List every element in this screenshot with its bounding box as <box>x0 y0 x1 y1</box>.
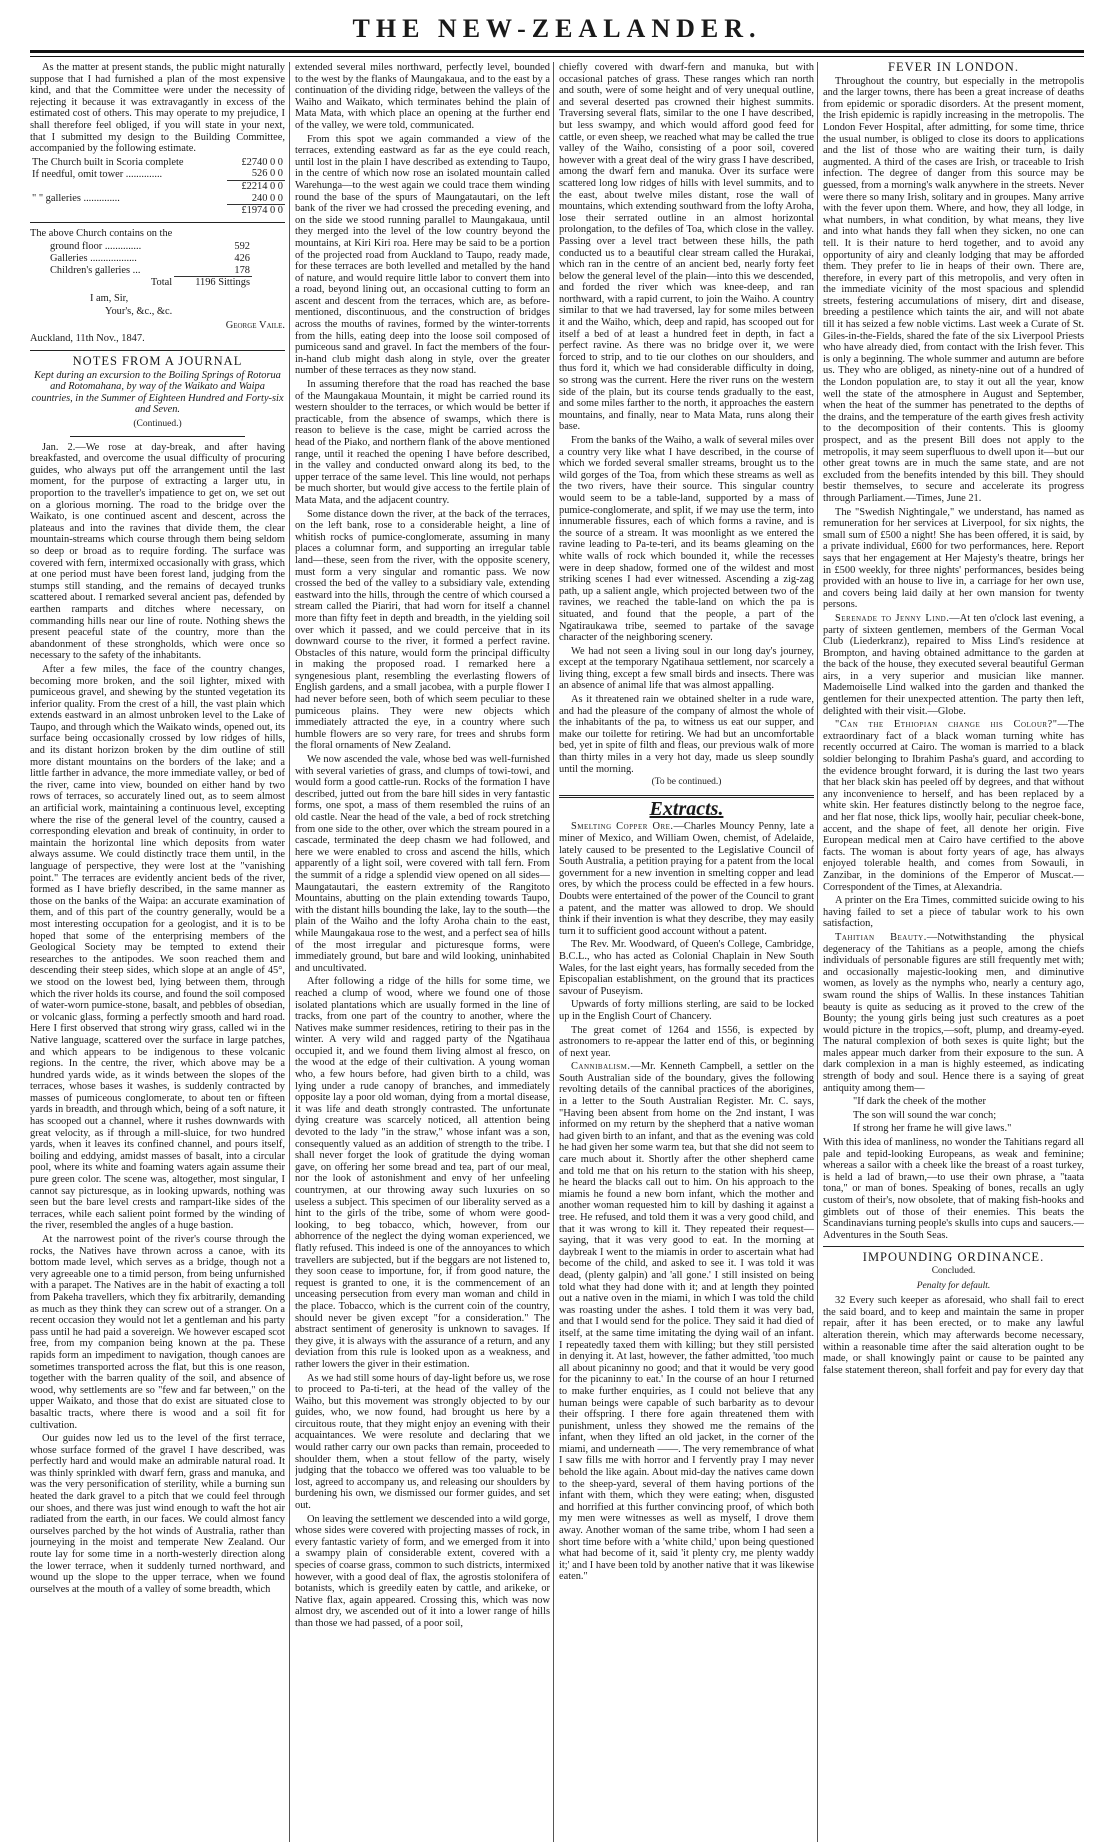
extract-title: Smelting Copper Ore. <box>571 821 674 833</box>
journal-paragraph: extended several miles northward, perfectly level, bounded to the west by the flanks of Maungakaua, and to the east by a continuation of the dividing ridge, between the valleys of the Waiho and Waikato, which terminates behind the plain of Mata Mata, with which place an opening at the further end of the valley, we were told, communicated. <box>295 62 550 131</box>
column-4 <box>823 62 1084 1842</box>
masthead-rule-thin <box>30 56 1084 57</box>
divider <box>823 1246 1084 1247</box>
tahitian-text: —Notwithstanding the physical degeneracy of the Tahitians as a people, among the chiefs individuals of personable figures are still frequently met with; and occasionally majestic-looking men, and diminutive women, as lovely as the nymphs who, nearly a century ago, swam round the ships of Wallis. In these instances Tahitian beauty is quite as seducing as it proved to the crew of the Bounty; the young girls being just such creatures as a poet would picture in the tropics,—soft, plump, and dreamy-eyed. The natural complexion of both sexes is quite light; but the males appear much darker from their exposure to the sun. A dark complexion in a man is highly esteemed, as indicating strength of body and soul. Hence there is a saying of great antiquity among them— <box>823 931 1084 1094</box>
estimate-amount: £2214 0 0 <box>227 180 285 192</box>
fever-heading: FEVER IN LONDON. <box>888 62 1019 74</box>
journal-paragraph: At the narrowest point of the river's course through the rocks, the Natives have thrown across a canoe, with its bottom made level, which serves as a bridge, though not a very agreeable one to a timid person, from being unfurnished with a parapet. The Natives are in the habit of exacting a toll from Pakeha travellers, which they fix arbitrarily, demanding as much as they think they can screw out of a stranger. On a recent occasion they would not let a gentleman and his party pass until he had paid a sovereign. We however escaped scot free, from my companion being known at the pa. These rapids form an impediment to navigation, though canoes are sometimes transported across the flat, but this is one reason, together with the barren quality of the soil, and absence of wood, why settlements are so "few and far between," on the upper Waikato, and those that do exist are situated close to basaltic tracts, where there is wood and a soil fit for cultivation. <box>30 1234 285 1431</box>
serenade-text: —At ten o'clock last evening, a party of sixteen gentlemen, members of the German Vocal Club (Liederkranz), repaired to Miss Lind's residence at Brompton, and having obtained admittance to the garden at the back of the house, they executed several beautiful German airs, in a very superior and musician like manner. Mademoiselle Lind walked into the garden and thanked the gentlemen for their unexpected attention. The party then left, delighted with their visit.—Globe. <box>823 612 1084 717</box>
estimate-label: If needful, omit tower .............. <box>32 168 163 180</box>
extracts-heading: Extracts. <box>649 797 724 820</box>
column-divider <box>553 62 554 1842</box>
to-be-continued-note: (To be continued.) <box>651 777 722 788</box>
extract-item <box>559 1061 814 1583</box>
column-3 <box>559 62 814 1842</box>
newspaper-title: THE NEW-ZEALANDER. <box>352 14 762 43</box>
journal-paragraph: Some distance down the river, at the back of the terraces, on the left bank, rose to a considerable height, a line of whitish rocks of pumice-conglomerate, assuming in many places a columnar form, and supporting an irregular table land—these, seen from the river, with the opposite scenery, must form a very singular and romantic pass. We now crossed the bed of the valley to a subsidiary vale, extending eastward into the hills, through the centre of which coursed a stream called the Piariri, that had worn for itself a channel more than fifty feet in depth and breadth, in the yielding soil over which it passed, and we could perceive that in its downward course to the river, it formed a perfect ravine. Obstacles of this nature, would form the principal difficulty in making the proposed road. I remarked here a syngenesious plant, resembling the everlasting flowers of English gardens, and a small jacobea, with a purple flower I had never before seen, both of which seem peculiar to these pumiceous plains. They were new objects which immediately attracted the eye, in a country where such humble flowers are so very rare, for trees and shrubs form the floral ornaments of New Zealand. <box>295 508 550 752</box>
verse-line: The son will sound the war conch; <box>853 1109 997 1121</box>
extract-text: —Charles Mouncy Penny, late a miner of Mexico, and William Owen, chemist, of Adelaide, lately caused to be presented to the Legislative Council of South Australia, a petition praying for a patent from the local government for a new invention in smelting copper and lead ores, by which the process could be effected in a few hours. Doubts were entertained of the power of the Council to grant a patent, and the matter was allowed to drop. We should think if their invention is what they describe, they may easily turn it to sufficient good account without a patent. <box>559 821 814 937</box>
journal-paragraph: As it threatened rain we obtained shelter in a rude ware, and had the pleasure of the company of almost the whole of the inhabitants of the pa, to witness us eat our supper, and make our toilette for retiring. We had but an uncomfortable bed, yet in spite of filth and fleas, our previous walk of more than thirty miles in a very hot day, made us sleep soundly until the morning. <box>559 694 814 775</box>
sittings-amount: 592 <box>234 241 250 253</box>
continued-note: (Continued.) <box>133 419 182 430</box>
letter-closing: I am, Sir, <box>90 292 129 304</box>
extract-text: The great comet of 1264 and 1556, is expected by astronomers to re-appear the latter end of this, or beginning of next year. <box>559 1024 814 1059</box>
journal-subheading: Kept during an excursion to the Boiling Springs of Rotorua and Rotomahana, by way of the Waikato and Waipa countries, in the Summer of Eighteen Hundred and Forty-six and Seven. <box>31 369 284 416</box>
sittings-label: Galleries .................. <box>50 252 137 264</box>
ethiopian-title: "Can the Ethiopian change his Colour?" <box>835 719 1058 731</box>
extract-item <box>559 999 814 1022</box>
serenade-title: Serenade to Jenny Lind. <box>835 612 950 624</box>
letter-dateline: Auckland, 11th Nov., 1847. <box>30 333 145 345</box>
column-divider <box>817 62 818 1842</box>
impounding-heading: IMPOUNDING ORDINANCE. <box>862 1250 1045 1265</box>
fever-paragraph: The "Swedish Nightingale," we understand, has named as remuneration for her services at Liverpool, for six nights, the small sum of £500 a night! She has been offered, it is said, by a private individual, £600 for two performances, here. Report says that her engagement at Her Majesty's theatre, brings her in £500 weekly, for three nights' performances, besides being provided with an house to live in, a carriage for her own use, and covers being laid daily at her own mansion for twenty persons. <box>823 506 1084 611</box>
extract-text: The Rev. Mr. Woodward, of Queen's College, Cambridge, B.C.L., who has acted as Colonial Chaplain in New South Wales, for the last eight years, has formally seceded from the Episcopalian establishment, on the ground that its practices savour of Puseyism. <box>559 939 814 997</box>
extract-title: Cannibalism. <box>571 1061 631 1073</box>
journal-paragraph: chiefly covered with dwarf-fern and manuka, but with occasional patches of grass. These ranges which ran north and south, were of some height and of very unequal outline, and several deserted pas crowned their highest summits. Traversing several flats, similar to the one I have described, but less swampy, and which would afford good feed for cattle, or even sheep, we reached what may be called the true valley of the Waiho, consisting of a poor soil, covered however with a great deal of the wiry grass I have described, among the dwarf fern and manuka. Over its surface were scattered long low ridges of hills with level summits, and to the east, about twelve miles distant, rose the wall of mountains, which extending southward from the lofty Aroha, lose their serrated outline in an almost horizontal prolongation, to the defiles of Toa, which close in the valley. Passing over a level tract between these hills, the path conducted us to a beautiful clear stream called the Hurakai, which ran in the centre of an ancient bed, nearly forty feet below the general level of the plain—into this we descended, and forded the river which was knee-deep, and ran northward, with a rapid current, to join the Waiho. A country similar to that we had traversed, lay for some miles between it and the Waiho, which, deep and rapid, has scooped out for itself a bed of at least a hundred feet in depth, in fact a perfect ravine. As there was no bridge over it, we were forced to strip, and to tie our clothes on our shoulders, and thus ford it, which we had considerable difficulty in doing, so strong was the current. Here the river runs on the western side of the plain, but its course tends gradually to the east, and some miles farther to the north, it approaches the eastern mountains, and finally, near to Mata Mata, runs along their base. <box>559 62 814 433</box>
tahitian-paragraph: With this idea of manliness, no wonder the Tahitians regard all pale and tepid-looking Europeans, as weak and feminine; whereas a sailor with a cheek like the breast of a roast turkey, is held a lad of brawn,—to use their own phrase, a "taata tona," or man of bones. Speaking of bones, recalls an ugly custom of their's, now obsolete, that of making fish-hooks and gimblets out of those of their enemies. This beats the Scandinavians turning people's skulls into cups and saucers.—Adventures in the South Seas. <box>823 1137 1084 1241</box>
verse-line: If strong her frame he will give laws." <box>853 1123 1012 1135</box>
journal-paragraph: From the banks of the Waiho, a walk of several miles over a country very like what I have described, in the course of which we forded several smaller streams, brought us to the wild gorges of the Toa, from which these streams as well as the two rivers, have their source. This singular country would seem to be a table-land, supported by a mass of pumice-conglomerate, and split, if we may use the term, into innumerable fissures, each of which forms a ravine, and is the source of a stream. It was moonlight as we entered the ravine leading to Pa-te-teri, and its beams gleaming on the white walls of rock which bounded it, while the recesses were in deep shadow, formed one of the wildest and most striking scenes I had ever witnessed. Ascending a zig-zag path, up a salient angle, which projected between two of the ravines, we reached the table-land on which the pa is situated, and found that the people, a part of the Ngatiraukawa tribe, seemed to partake of the savage character of the neighboring scenery. <box>559 435 814 644</box>
masthead <box>30 14 1084 44</box>
letter-signature: George Vaile. <box>225 319 285 331</box>
estimate-label: The Church built in Scoria complete <box>32 156 184 168</box>
sittings-label: Total <box>150 276 173 288</box>
estimate-amount: 526 0 0 <box>251 168 283 180</box>
journal-paragraph: After a few miles, the face of the country changes, becoming more broken, and the soil lighter, mixed with pumiceous gravel, and shewing by the stunted vegetation its inferior quality. From the crest of a hill, the vast plain which extends eastward in an almost unbroken level to the Lake of Taupo, and through which the Waikato winds, opened out, its surface being occasionally crossed by low ridges of hills, and its distant horizon broken by the dim outline of still more distant mountains on the borders of the lake; and a little farther in advance, the more immediate valley, or bed of the river, came into view, bounded on either hand by two rows of terraces, so accurately lined out, as to seem almost an artificial work, maintaining a continuous level, excepting where the rise of the general level of the country, caused a corresponding elevation and break of continuity, in order to maintain the horizontal line which deposits from water always assume. We could distinctly trace them until, in the language of perspective, they were lost at the "vanishing point." The terraces are evidently ancient beds of the river, formed as I have briefly described, in the same manner as those on the banks of the Waipa: an accurate examination of them, and of this part of the country generally, would be a most interesting occupation for a geologist, and it is to be hoped that some of the enterprising members of the Geological Society may be tempted to extend their researches to the antipodes. We soon reached them and descending their steep sides, which slope at an angle of 45°, we stood on the lowest bed, lying between them, through which the river holds its course, and found the soil composed of water-worn pumice-stone, basalt, and pebbles of obsedian, or volcanic glass, forming a perfectly smooth and hard road. Here I first observed that strong wiry grass, called wi in the Native language, scattered over the surface in large patches, and which appears to be indigenous to these volcanic regions. In the centre, the river, which above may be a hundred yards wide, as it winds between the slopes of the terraces, whose bases it washes, is suddenly contracted by masses of pumiceous conglomerate, to about ten or fifteen yards in breadth, and through which, being of a soft nature, it has scooped out a channel, where it rushes downwards with great velocity, as if through a mill-sluice, for two hundred yards, when it leaves its confined channel, and pours itself, boiling and eddying, amidst masses of basalt, into a circular pool, where its white and foaming waters again assume their pure green color. The scene was, altogether, most singular, I cannot say picturesque, as in looking upwards, nothing was seen but the bare level crests and rampart-like sides of the terraces, while each salient point formed by the winding of the river, resembled the angles of a huge bastion. <box>30 663 285 1232</box>
estimate-amount: £1974 0 0 <box>227 205 285 217</box>
column-divider <box>289 62 290 1842</box>
journal-paragraph: On leaving the settlement we descended into a wild gorge, whose sides were covered with projecting masses of rock, in every fantastic variety of form, and we emerged from it into a swampy plain of considerable extent, covered with a species of coarse grass, common to such districts, intermixed however, with a good deal of flax, the agrostis stolonifera of botanists, which is greedily eaten by cattle, and arikeke, or Native flax, again appeared. Crossing this, which was now almost dry, we ascended out of it into a lower range of hills than those we had passed, of a poor soil, <box>295 1513 550 1629</box>
estimate-row <box>30 180 285 192</box>
divider <box>30 222 285 223</box>
sittings-label: ground floor .............. <box>50 241 142 253</box>
estimate-row <box>30 205 285 217</box>
journal-paragraph: Our guides now led us to the level of the first terrace, whose surface formed of the gravel I have described, was perfectly hard and would make an admirable natural road. It was thinly sprinkled with dwarf fern, grass and manuka, and was the very personification of sterility, while a burning sun heated the dark gravel to a pitch that we could feel through our shoes, and there was just wind enough to waft the hot air radiated from the earth, in our faces. We could almost fancy ourselves parched by the hot winds of Australia, rather than journeying in the moist and temperate New Zealand. Our route lay for some time in a north-westerly direction along the lower terrace, when it suddenly turned northward, and wound up the slope to the upper terrace, when we found ourselves at the mouth of a valley of some breadth, which <box>30 1433 285 1595</box>
impounding-paragraph: 32 Every such keeper as aforesaid, who shall fail to erect the said board, and to keep and maintain the same in proper repair, after it has been erected, or to make any lawful alteration therein, which may afterwards become necessary, within a reasonable time after the said alteration ought to be made, or shall knowingly paint or cause to be painted any false statement thereon, shall forfeit and pay for every day that <box>823 1295 1084 1376</box>
sittings-row <box>48 277 252 289</box>
journal-paragraph: After following a ridge of the hills for some time, we reached a clump of wood, where we found one of those isolated plantations which are usually formed in the line of tracks, from one part of the country to another, where the Natives make summer residences, retiring to their pas in the winter. A very wild and ragged party of the Ngatihaua occupied it, and we found them living almost al fresco, on the wood at the edge of their cultivation. A young woman who, a few hours before, had given birth to a child, was lying under a rude canopy of branches, and immediately opposite lay a poor old woman, dying from a mortal disease, it was life and death strongly contrasted. The unfortunate dying creature was scarcely noticed, all attention being devoted to the lady "in the straw," whose infant was a son, consequently valued as an addition of strength to the tribe. I shall never forget the look of gratitude the dying woman gave, on offering her some bread and tea, part of our meal, nor the look of astonishment and envy of her unfeeling countrymen, at our throwing away such luxuries on so useless a subject. This specimen of our liberality served as a hint to the girls of the tribe, some of whom were good-looking, to beg tobacco, which, however, from our abhorrence of the neglect the dying woman experienced, we flatly refused. This indeed is one of the annoyances to which travellers are subjected, but if the beggars are not listened to, they soon cease to importune, for, if from good nature, the request is granted to one, it is the commencement of an unceasing persecution from every man woman and child in the place. Tobacco, which is the current coin of the country, should never be given except "for a consideration." The abstract sentiment of generosity is unknown to savages. If they give, it is always with the assurance of a return, and any deviation from this rule is looked upon as a weakness, and rather lowers the giver in their estimation. <box>295 976 550 1370</box>
masthead-rule-thick <box>30 50 1084 53</box>
sittings-amount: 426 <box>234 252 250 264</box>
column-1 <box>30 62 285 1842</box>
sittings-label: Children's galleries ... <box>50 264 141 276</box>
journal-paragraph: From this spot we again commanded a view of the terraces, extending eastward as far as the eye could reach, until lost in the plain I have described as extending to Taupo, in the centre of which now rose an isolated mountain called Warehunga—to the west again we could trace them winding round the base of the spurs of Maungatautari, on the left bank of the river we had crossed the preceding evening, and on the side we stood running parallel to Maungakaua, until they merged into the level of the low country beyond the mountains, at Kiri Kiri roa. Here may be said to be a portion of the projected road from Auckland to Taupo, ready made, for these terraces are both levelled and metalled by the hand of nature, and would require little labor to convert them into a road, beyond lining out, an occasional cutting to form an ascent and descent from the terraces, which are, as before-mentioned, discontinuous, and the construction of bridges across the mouths of ravines, formed by the winter-torrents from the hills, eating deep into the loose soil composed of pumiceous sand and gravel. In fact the members of the four-in-hand club might dash along in style, over the greater number of these terraces as they now stand. <box>295 133 550 377</box>
impounding-concluded: Concluded. <box>931 1265 976 1276</box>
extract-text: —Mr. Kenneth Campbell, a settler on the South Australian side of the boundary, gives the following revolting details of the cannibal practices of the aborigines, in a letter to the South Australian Register. Mr. C. says, "Having been absent from home on the 2nd instant, I was informed on my return by the shepherd that a native woman had given birth to an infant, and that as the evening was cold he had given her some warm tea, but that she did not seem to care much about it. Shortly after the other shepherd came and told me that on his return to the station with his sheep, he heard the blacks call out to him. On his approach to the miamis he found a new born infant, which the mother and another woman requested him to kill by dashing it against a tree. He refused, and told them it was a very good child, and that it was wrong to kill it. They repeated their request—saying, that it was very good to eat. In the morning at daybreak I went to the miamis in order to ascertain what had become of the child, and asked to see it. I was told it was dead, (plenty galpin) and 'all gone.' I still insisted on being told what they had done with it; and at length they pointed out a native oven in the miami, in which I was told the child was roasting under the ashes. I told them it was very bad, and that I would send for the police. They said it had died of itself, at the same time imitating the dying wail of an infant. I repeatedly taxed them with killing; but they still persisted in denying it. At last, however, the father admitted, 'too much all about picaninny no good; and that it would be very good for the picaninny to eat.' In the course of an hour I returned to make further enquiries, as I could not believe that any human beings were capable of such barbarity as to devour their offspring. I there fore again threatened them with punishment, unless they showed me the remains of the infant, when they lifted an old jacket, in the corner of the miami, and underneath ——. The very remembrance of what I saw fills me with horror and I fervently pray I may never behold the like again. About mid-day the natives came down to the sheep-yard, several of them having portions of the infant with them, which they were eating; when, disgusted and horrified at this further convincing proof, of which both my men were witnesses as well as myself, I drove them away. Another woman of the same tribe, whom I had seen a short time before with a 'white child,' upon being questioned what had become of it, said 'it plenty cry, me plenty waddy it;' and I have been told by another native that it was likewise eaten." <box>559 1061 814 1583</box>
sittings-intro: The above Church contains on the <box>30 227 173 239</box>
estimate-amount: £2740 0 0 <box>241 156 283 168</box>
verse-line: "If dark the cheek of the mother <box>853 1096 986 1108</box>
journal-paragraph: Jan. 2.—We rose at day-break, and after having breakfasted, and overcome the usual difficulty of procuring guides, who always put off the arrangement until the last moment, for the purpose of extracting a larger utu, in proportion to the traveller's impatience to get on, we set out on a glorious morning. The road to the bridge over the Waikato, is one continued ascent and descent, across the plateaus and into the ravines that divide them, the clear mountain-streams which course through them being seldom so deep or broad as to require fording. The surface was covered with fern, intermixed occasionally with grass, which at one period must have been forest land, judging from the stumps still standing, and the remains of decayed trunks scattered about. I remarked several ancient pas, defended by earthen ramparts and ditches where necessary, on commanding hills near our line of route. Nothing shews the present peaceful state of the country, more than the abandonment of these strongholds, which were once so necessary to the safety of the inhabitants. <box>30 441 285 662</box>
extract-item <box>559 1025 814 1060</box>
estimate-label <box>30 180 227 192</box>
sittings-amount: 178 <box>234 264 250 276</box>
estimate-table <box>30 157 285 217</box>
printer-item: A printer on the Era Times, committed suicide owing to his having failed to set a piece of tabular work to his own satisfaction, <box>823 895 1084 930</box>
letter-intro: As the matter at present stands, the public might naturally suppose that I had furnished a plan of the most expensive kind, and that the Committee were under the necessity of rejecting it because it was extravagantly in excess of the estimated cost of others. This may operate to my prejudice, I shall therefore feel obliged, if you will state in your next, that I submitted my design to the Building Committee, accompanied by the following estimate. <box>30 62 285 155</box>
journal-paragraph: In assuming therefore that the road has reached the base of the Maungakaua Mountain, it might be carried round its western shoulder to the terraces, or which would be better if practicable, from the absence of swamps, which there is reason to believe is the case, might be carried across the head of the Piako, and northern flank of the above mentioned range, until it reached the opening I have before described, in the valley and conducted onward along its bed, to the upper terrace of the same level. This line would, not perhaps be much shorter, but would give access to the fertile plain of Mata Mata, and the adjacent country. <box>295 379 550 506</box>
extract-item <box>559 821 814 937</box>
estimate-label: " " galleries .............. <box>32 192 120 204</box>
estimate-row <box>30 168 285 180</box>
impounding-subheading: Penalty for default. <box>916 1280 991 1291</box>
journal-paragraph: As we had still some hours of day-light before us, we rose to proceed to Pa-ti-teri, at the head of the valley of the Waiho, but this movement was strongly objected to by our guides, who, we now found, had brought us here by a circuitous route, that they might enjoy an evening with their acquaintances. We were resolute and declaring that we would rather carry our own packs than remain, proceeded to shoulder them, when a stout fellow of the party, wisely judging that the tobacco we offered was too valuable to be lost, agreed to accompany us, and releasing our shoulders by burdening his own, we dismissed our former guides, and set out. <box>295 1372 550 1512</box>
divider <box>30 350 285 351</box>
estimate-row <box>30 193 285 205</box>
serenade-item <box>823 613 1084 717</box>
fever-paragraph: Throughout the country, but especially in the metropolis and the larger towns, there has been a great increase of deaths from epidemic or sporadic disorders. At the present moment, the Irish epidemic is rapidly increasing in the metropolis. The London Fever Hospital, after admitting, for some time, thrice the usual number, is obliged to close its doors to applications and the list of those who are waiting their turn, is daily augmented. A third of the cases are Irish, or traceable to Irish infection. The degree of danger from this source may be guessed, from a morning's walk anywhere in the streets. Never were there so many Irish, solitary and in groupes. Many arrive with the fever upon them. Where, and how, they all lodge, in what numbers, in what condition, by what means, they live and into what hands they fall when they sicken, no one can tell. It is their nature to herd together, and to avoid any opportunity of airy and cleanly lodging that may be afforded them. They prefer to lie in heaps of their own. There are, therefore, in every part of this metropolis, and very often in the immediate vicinity of the most spacious and splendid streets, festering accumulations of misery, dirt and disease, breeding a pestilence which taints the air, and will not abate till it has seized a few noble victims. Last week a Curate of St. Giles-in-the-Fields, shared the fate of the six Liverpool Priests who have already died, from contact with the Irish fever. This is only a beginning. The whole summer and autumn are before us. They who are obliged, as ninety-nine out of a hundred of the London population are, to stay it out all the year, know well the state of the atmosphere in August and September, when the heat of the summer has penetrated to the depths of the drains, and the temperature of the earth gives fresh activity to the decomposition of their contents. This is gloomy prospect, and as the present Bill does not apply to the metropolis, it may seem superfluous to dwell upon it—but our other great towns are in much the same state, and are not excluded from the benefits intended by this bill. They should bestir themselves, to secure and accelerate its progress through Parliament.—Times, June 21. <box>823 75 1084 504</box>
journal-paragraph: We now ascended the vale, whose bed was well-furnished with several varieties of grass, and clumps of towi-towi, and would form a good cattle-run. Rocks of the formation I have described, jutted out from the bare hill sides in very fantastic forms, one spot, a mass of them resembled the ruins of an old castle. Near the head of the vale, a bed of rock stretching from one side to the other, over which the stream poured in a cascade, terminated the deep chasm we had followed, and here we were enabled to cross and ascend the hills, which apparently of a light soil, were covered with tall fern. From the summit of a ridge a splendid view opened on all sides—Maungatautari, the eastern extremity of the Rangitoto Mountains, abutting on the plain extending towards Taupo, with the distant hills bounding the lake, lay to the south—the plain of the Waiho and the lofty Aroha chain to the east, while Maungakaua rose to the west, and a perfect sea of hills of the most irregular and picturesque forms, were immediately ground, but bare and wild looking, uninhabited and uncultivated. <box>295 754 550 974</box>
divider <box>70 436 245 437</box>
estimate-amount: 240 0 0 <box>251 192 283 204</box>
sittings-amount: 1196 Sittings <box>174 277 252 289</box>
column-2 <box>295 62 550 1842</box>
estimate-label <box>30 205 227 217</box>
sittings-row <box>48 241 252 253</box>
estimate-row <box>30 157 285 169</box>
ethiopian-item <box>823 719 1084 893</box>
extract-text: Upwards of forty millions sterling, are said to be locked up in the English Court of Chancery. <box>559 999 814 1022</box>
letter-closing-2: Your's, &c., &c. <box>105 306 173 318</box>
journal-paragraph: We had not seen a living soul in our long day's journey, except at the temporary Ngatihaua settlement, nor scarcely a living thing, except a few small birds and insects. There was an absence of animal life that was almost appalling. <box>559 645 814 692</box>
tahitian-item <box>823 932 1084 1094</box>
ethiopian-text: —The extraordinary fact of a black woman turning white has recently occurred at Cairo. The woman is married to a black soldier belonging to Ibrahim Pasha's guard, and according to the evidence brought forward, it is during the last two years that her black skin has peeled off by degrees, and that without any inconvenience to herself, and has been replaced by a white skin. Her features distinctly belong to the negroe face, and her flat nose, thick lips, woolly hair, peculiar cheek-bone, accent, and the shape of feet, all denote her origin. Five European medical men at Cairo have certified to the above facts. The woman is about forty years of age, has always enjoyed tolerable health, and comes from Sowauli, in Zanzibar, in the dominions of the Emperor of Muscat.—Correspondent of the Times, at Alexandria. <box>823 719 1084 893</box>
sittings-table <box>48 241 252 288</box>
journal-heading: NOTES FROM A JOURNAL <box>72 354 243 369</box>
extract-item <box>559 939 814 997</box>
tahitian-title: Tahitian Beauty. <box>835 931 927 943</box>
sittings-row <box>48 265 252 277</box>
sittings-row <box>48 253 252 265</box>
